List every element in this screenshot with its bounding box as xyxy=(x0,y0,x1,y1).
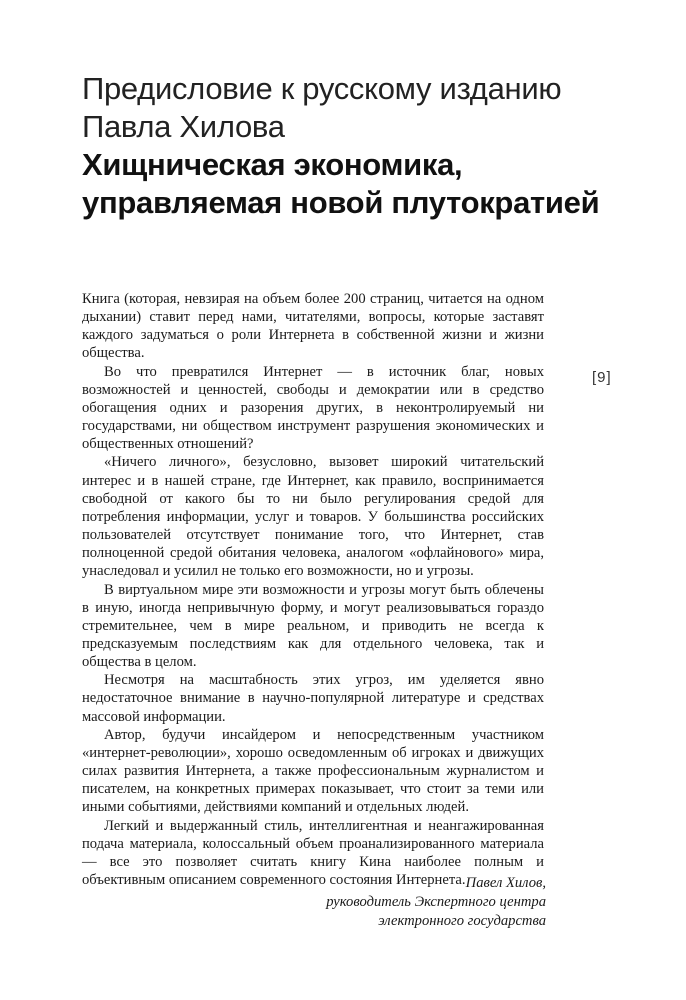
heading-preface-title: Предисловие к русскому изданию xyxy=(82,71,562,106)
paragraph-5: Несмотря на масштабность этих угроз, им уделяется явно недостаточное внимание в научно-популярной литературе и средствах массовой информации. xyxy=(82,672,544,725)
paragraph-6: Автор, будучи инсайдером и непосредственным участником «интернет-революции», хорошо осведомленным об игроках и движущих силах развития Интернета, а также профессиональным журналистом и писателем, на конкретных примерах показывает, что стоит за теми или иными событиями, действиями компаний и отдельных людей. xyxy=(82,726,544,816)
paragraph-1: Книга (которая, невзирая на объем более 200 страниц, читается на одном дыхании) ставит перед нами, читателями, вопросы, которые заставят каждого задуматься о роли Интернета в собственной жизни и жизни общества. xyxy=(82,291,544,362)
body-text xyxy=(82,290,544,889)
paragraph-4: В виртуальном мире эти возможности и угрозы могут быть облечены в иную, иногда непривычную форму, и могут реализовываться гораздо стремительнее, чем в мире реальном, и приводить не всегда к предсказуемым последствиям как для отдельного человека, так и общества в целом. xyxy=(82,581,544,671)
signature-title-line-2: электронного государства xyxy=(378,913,546,929)
chapter-heading xyxy=(82,70,642,222)
signature-name: Павел Хилов, xyxy=(465,875,546,891)
signature xyxy=(250,874,546,931)
page-number: [9] xyxy=(592,369,612,386)
signature-title-line-1: руководитель Экспертного центра xyxy=(326,894,546,910)
paragraph-3: «Ничего личного», безусловно, вызовет широкий читательский интерес и в нашей стране, где Интернет, как правило, воспринимается свободной от какого бы то ни было регулирования средой для потребления информации, услуг и товаров. У большинства российских пользователей отсутствует понимание того, что Интернет, став полноценной средой обитания человека, аналогом «офлайнового» мира, унаследовал и усилил не только его возможности, но и угрозы. xyxy=(82,454,544,580)
paragraph-2: Во что превратился Интернет — в источник благ, новых возможностей и ценностей, свободы и демократии или в средство обогащения одних и разорения других, в неконтролируемый ни государствами, ни обществом инструмент разрушения экономических и общественных отношений? xyxy=(82,363,544,453)
heading-author-name: Павла Хилова xyxy=(82,109,285,144)
heading-subtitle-line-1: Хищническая экономика, xyxy=(82,147,463,182)
heading-subtitle-line-2: управляемая новой плутократией xyxy=(82,185,600,220)
paragraph-7: Легкий и выдержанный стиль, интеллигентная и неангажированная подача материала, колоссальный объем проанализированного материала — все это позволяет считать книгу Кина наиболее полным и объективным описанием современного состояния Интернета. xyxy=(82,817,544,888)
